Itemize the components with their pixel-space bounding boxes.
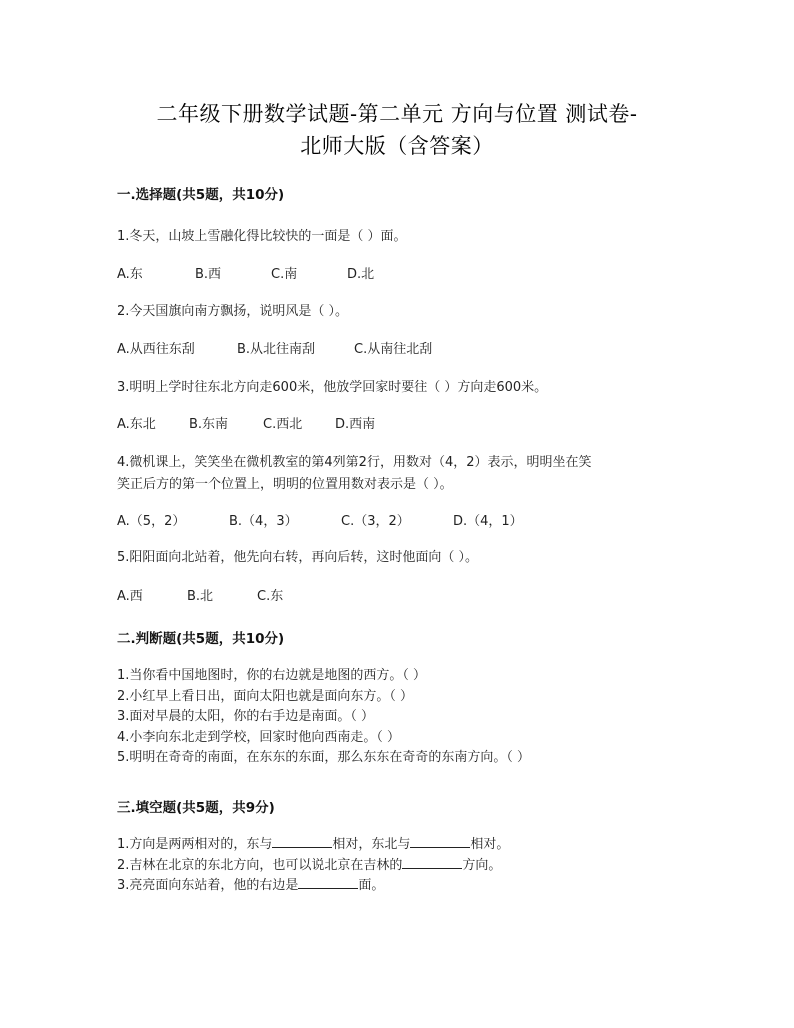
option: C.从南往北刮 — [354, 342, 433, 357]
fill-item: 2.吉林在北京的东北方向，也可以说北京在吉林的 方向。 — [117, 857, 502, 873]
question-4-line2: 笑正后方的第一个位置上，明明的位置用数对表示是（ ）。 — [117, 477, 453, 492]
option: B.西 — [195, 267, 222, 282]
option: B.北 — [187, 589, 214, 604]
option: A.东北 — [117, 417, 156, 432]
option: C.东 — [257, 589, 284, 604]
judge-item: 4.小李向东北走到学校，回家时他向西南走。（ ） — [117, 729, 401, 745]
option: A.从西往东刮 — [117, 342, 195, 357]
section2-heading: 二.判断题(共5题，共10分) — [117, 631, 285, 647]
question-3-options — [117, 413, 375, 432]
option: D.北 — [347, 267, 375, 282]
answer-blank[interactable] — [298, 876, 358, 889]
fill-item: 1.方向是两两相对的，东与 相对，东北与 相对。 — [117, 837, 510, 852]
section1-heading: 一.选择题(共5题，共10分) — [117, 187, 285, 203]
judge-item: 2.小红早上看日出，面向太阳也就是面向东方。（ ） — [117, 688, 414, 704]
question-1-options — [117, 263, 374, 282]
option: A.东 — [117, 267, 143, 282]
option: C.（3，2） — [341, 514, 410, 529]
question-2-options — [117, 338, 432, 357]
answer-blank[interactable] — [410, 835, 470, 848]
option: D.（4，1） — [453, 514, 523, 529]
judge-list — [117, 666, 530, 769]
option: B.从北往南刮 — [237, 342, 316, 357]
option: A.（5，2） — [117, 514, 186, 529]
page-title-line2: 北师大版（含答案） — [300, 134, 494, 158]
answer-blank[interactable] — [272, 835, 332, 848]
question-2: 2.今天国旗向南方飘扬，说明风是（ ）。 — [117, 304, 349, 319]
fill-item: 3.亮亮面向东站着，他的右边是 面。 — [117, 878, 385, 893]
fill-list — [117, 835, 509, 897]
option: C.南 — [271, 267, 298, 282]
option: D.西南 — [335, 417, 376, 432]
option: A.西 — [117, 589, 143, 604]
option: C.西北 — [263, 417, 303, 432]
question-5: 5.阳阳面向北站着，他先向右转，再向后转，这时他面向（ ）。 — [117, 550, 479, 565]
question-3: 3.明明上学时往东北方向走600米，他放学回家时要往（ ）方向走600米。 — [117, 380, 548, 395]
answer-blank[interactable] — [402, 856, 462, 869]
judge-item: 3.面对早晨的太阳，你的右手边是南面。（ ） — [117, 709, 375, 724]
question-1: 1.冬天，山坡上雪融化得比较快的一面是（ ）面。 — [117, 229, 407, 244]
option: B.（4，3） — [229, 514, 298, 529]
judge-item: 5.明明在奇奇的南面，在东东的东面，那么东东在奇奇的东南方向。（ ） — [117, 750, 531, 765]
question-5-options — [117, 585, 283, 604]
option: B.东南 — [189, 417, 229, 432]
page-title-line1: 二年级下册数学试题-第二单元 方向与位置 测试卷- — [156, 102, 638, 126]
section3-heading: 三.填空题(共5题，共9分) — [117, 800, 275, 816]
judge-item: 1.当你看中国地图时，你的右边就是地图的西方。（ ） — [117, 668, 427, 683]
question-4-options — [117, 510, 523, 529]
question-4-line1: 4.微机课上，笑笑坐在微机教室的第4列第2行，用数对（4，2）表示，明明坐在笑 — [117, 455, 592, 470]
